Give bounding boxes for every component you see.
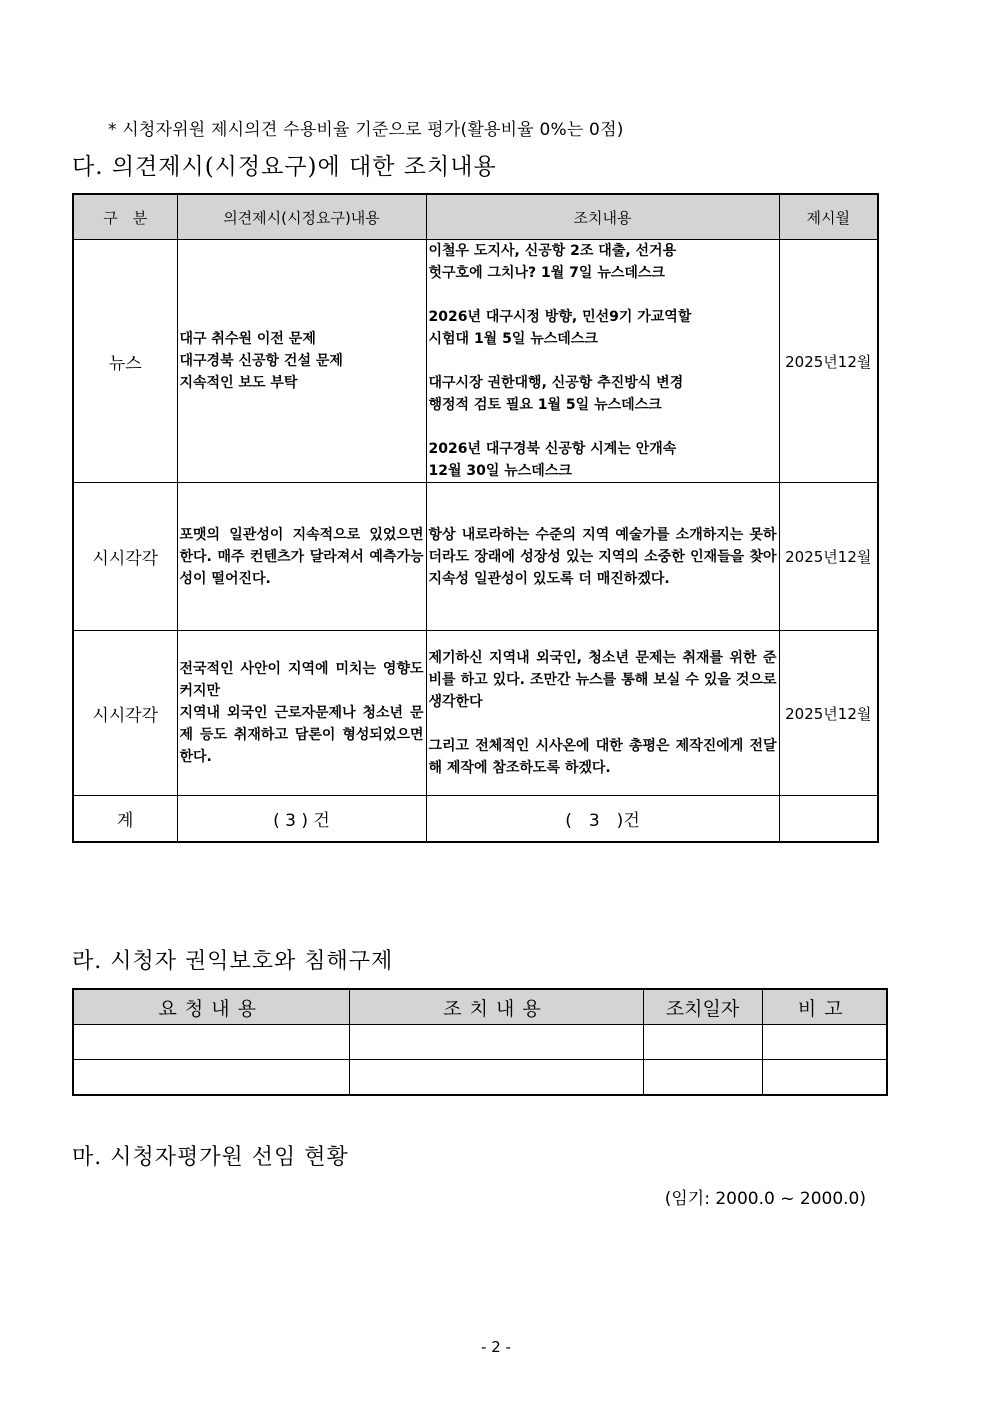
opinion-line: 포맷의 일관성이 지속적으로 있었으면 한다. 매주 컨텐츠가 달라져서 예측가능성이 떨어진다. bbox=[179, 526, 424, 587]
row-month: 2025년12월 bbox=[779, 483, 878, 631]
empty-cell bbox=[762, 1060, 887, 1096]
row-month: 2025년12월 bbox=[779, 631, 878, 796]
row-month: 2025년12월 bbox=[779, 240, 878, 483]
row-category: 뉴스 bbox=[73, 240, 177, 483]
page-number: - 2 - bbox=[481, 1338, 511, 1356]
action-line: 그리고 전체적인 시사온에 대한 총평은 제작진에게 전달해 제작에 참조하도록 하겠다. bbox=[428, 738, 777, 776]
total-opinion-count: ( 3 ) 건 bbox=[177, 796, 426, 842]
header-request: 요청내용 bbox=[73, 989, 349, 1025]
empty-cell bbox=[349, 1025, 643, 1060]
row-opinion bbox=[177, 240, 426, 483]
action-line: 항상 내로라하는 수준의 지역 예술가를 소개하지는 못하더라도 장래에 성장성 있는 지역의 소중한 인재들을 찾아 지속성 일관성이 있도록 더 매진하겠다. bbox=[428, 526, 777, 587]
header-action-date: 조치일자 bbox=[643, 989, 762, 1025]
action-line: 제기하신 지역내 외국인, 청소년 문제는 취재를 위한 준비를 하고 있다. 조만간 뉴스를 통해 보실 수 있을 것으로 생각한다 bbox=[428, 650, 777, 710]
evaluation-note: * 시청자위원 제시의견 수용비율 기준으로 평가(활용비율 0%는 0점) bbox=[108, 120, 624, 140]
term-period: (임기: 2000.0 ~ 2000.0) bbox=[664, 1189, 866, 1209]
section-title-ra: 라. 시청자 권익보호와 침해구제 bbox=[72, 949, 394, 974]
row-opinion bbox=[177, 483, 426, 631]
table-header-row bbox=[73, 989, 887, 1025]
row-opinion bbox=[177, 631, 426, 796]
action-line: 헛구호에 그치나? 1월 7일 뉴스데스크 bbox=[428, 265, 665, 281]
row-action bbox=[426, 483, 779, 631]
row-category: 시시각각 bbox=[73, 483, 177, 631]
header-opinion: 의견제시(시정요구)내용 bbox=[177, 194, 426, 240]
total-action-count: ( 3 )건 bbox=[426, 796, 779, 842]
table-row bbox=[73, 240, 878, 483]
empty-cell bbox=[762, 1025, 887, 1060]
action-line: 12월 30일 뉴스데스크 bbox=[428, 463, 572, 479]
table-row bbox=[73, 631, 878, 796]
opinion-line: 대구경북 신공항 건설 문제 bbox=[179, 353, 343, 369]
opinion-line: 전국적인 사안이 지역에 미치는 영향도 커지만 bbox=[179, 661, 424, 699]
opinion-line: 지속적인 보도 부탁 bbox=[179, 375, 298, 391]
header-action: 조치내용 bbox=[426, 194, 779, 240]
row-action bbox=[426, 240, 779, 483]
table-row bbox=[73, 483, 878, 631]
header-action: 조치내용 bbox=[349, 989, 643, 1025]
table-header-row bbox=[73, 194, 878, 240]
action-line: 행정적 검토 필요 1월 5일 뉴스데스크 bbox=[428, 397, 662, 413]
header-month: 제시월 bbox=[779, 194, 878, 240]
action-line: 이철우 도지사, 신공항 2조 대출, 선거용 bbox=[428, 243, 677, 259]
section-title-da: 다. 의견제시(시정요구)에 대한 조치내용 bbox=[72, 154, 497, 180]
empty-cell bbox=[643, 1025, 762, 1060]
table-row bbox=[73, 1025, 887, 1060]
header-remarks: 비고 bbox=[762, 989, 887, 1025]
empty-cell bbox=[349, 1060, 643, 1096]
action-line: 대구시장 권한대행, 신공항 추진방식 변경 bbox=[428, 375, 684, 391]
total-month bbox=[779, 796, 878, 842]
row-action bbox=[426, 631, 779, 796]
opinion-line: 대구 취수원 이전 문제 bbox=[179, 331, 316, 347]
empty-cell bbox=[73, 1025, 349, 1060]
action-line: 2026년 대구시정 방향, 민선9기 가교역할 bbox=[428, 309, 692, 325]
rights-protection-table bbox=[72, 988, 888, 1096]
row-category: 시시각각 bbox=[73, 631, 177, 796]
action-line: 시험대 1월 5일 뉴스데스크 bbox=[428, 331, 598, 347]
empty-cell bbox=[73, 1060, 349, 1096]
table-row bbox=[73, 1060, 887, 1096]
action-line: 2026년 대구경북 신공항 시계는 안개속 bbox=[428, 441, 677, 457]
opinion-line: 지역내 외국인 근로자문제나 청소년 문제 등도 취재하고 담론이 형성되었으면 한다. bbox=[179, 705, 424, 765]
header-category: 구 분 bbox=[73, 194, 177, 240]
opinion-action-table bbox=[72, 193, 879, 843]
empty-cell bbox=[643, 1060, 762, 1096]
total-row bbox=[73, 796, 878, 842]
total-label: 계 bbox=[73, 796, 177, 842]
section-title-ma: 마. 시청자평가원 선임 현황 bbox=[72, 1145, 349, 1170]
